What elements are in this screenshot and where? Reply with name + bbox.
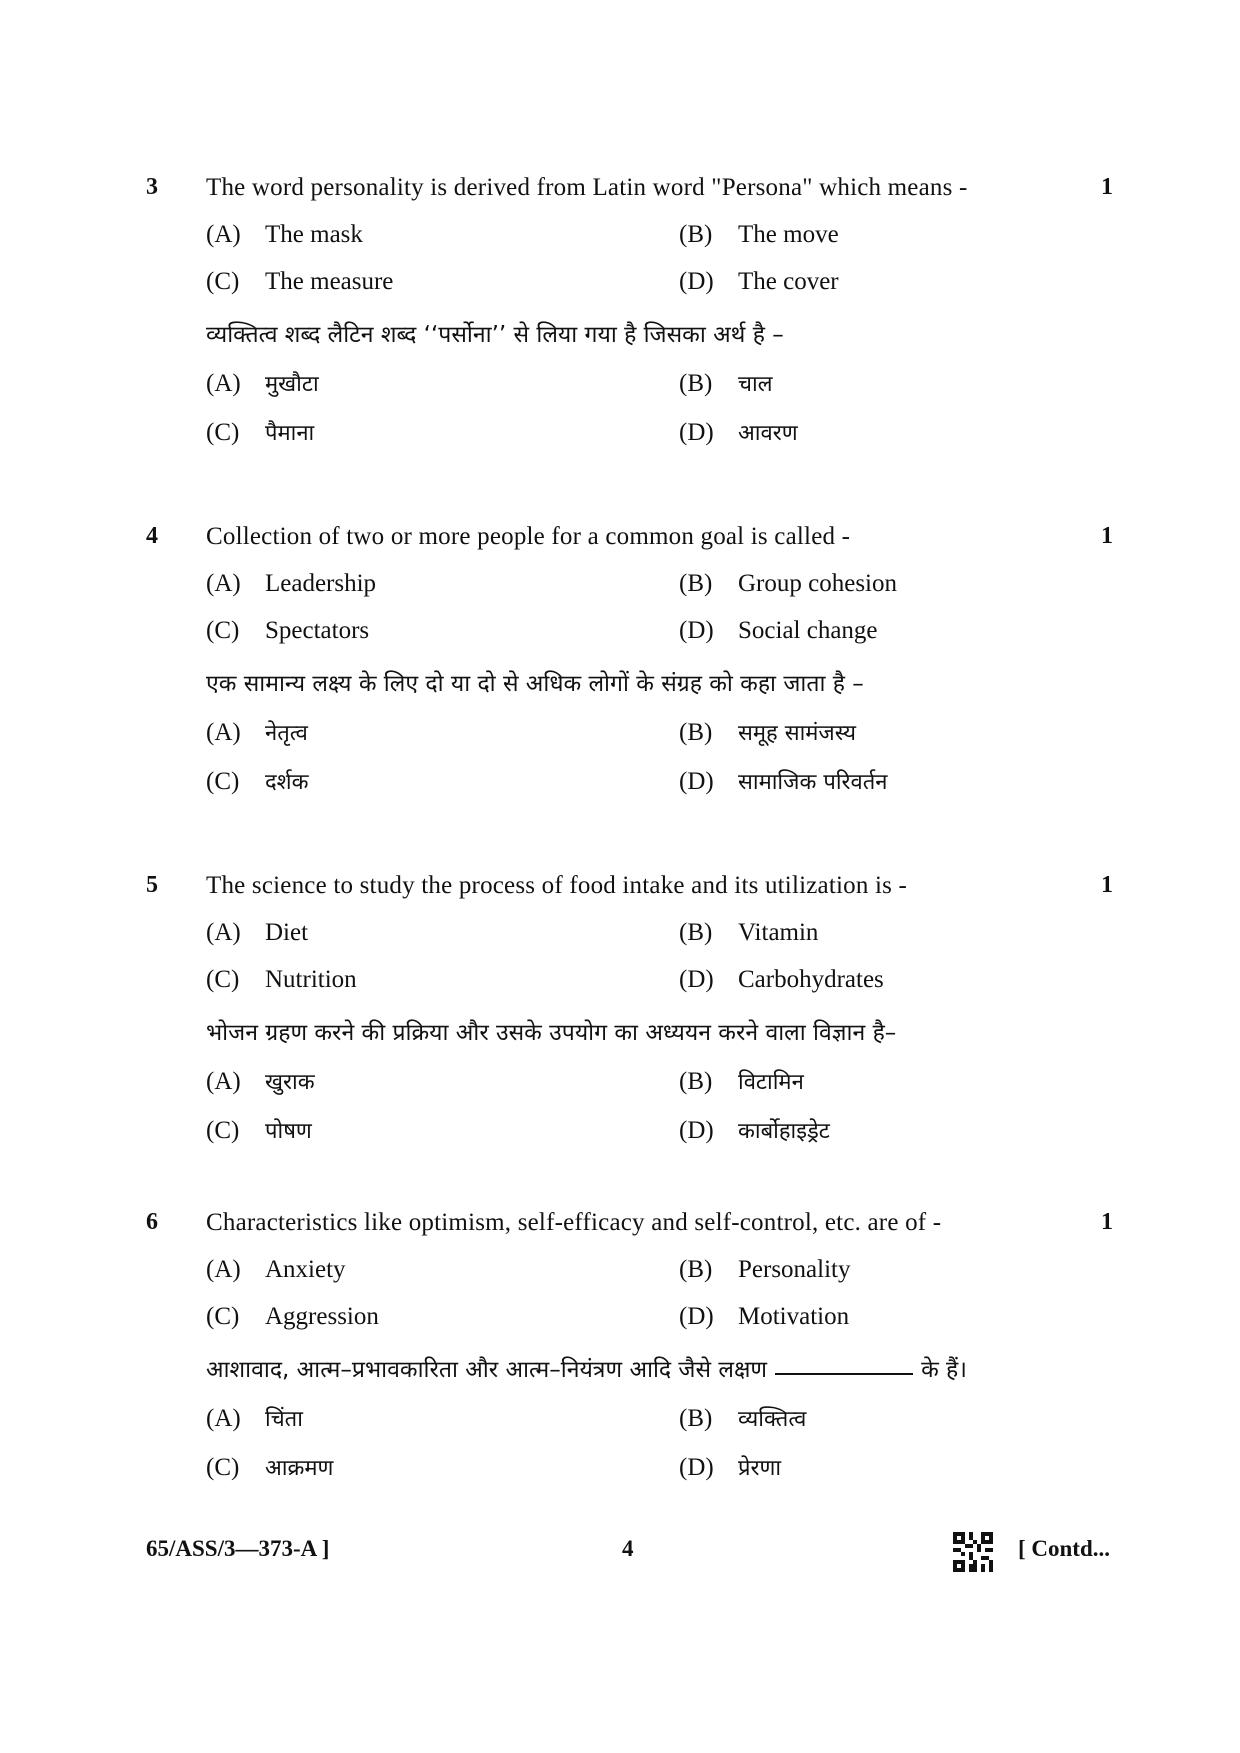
option-a-hindi: (A) नेतृत्व	[206, 719, 308, 746]
question-text: The science to study the process of food intake and its utilization is -	[206, 872, 908, 899]
option-d-hindi: (D) कार्बोहाइड्रेट	[679, 1117, 830, 1144]
option-a: (A) Leadership	[206, 570, 377, 597]
page-footer	[0, 1536, 1240, 1576]
question-number: 4	[146, 523, 158, 549]
option-d-hindi: (D) आवरण	[679, 419, 798, 446]
fill-in-blank	[775, 1373, 913, 1375]
option-d: (D) The cover	[679, 268, 839, 295]
question-text: The word personality is derived from Latin word "Persona" which means -	[206, 174, 968, 201]
option-a-hindi: (A) खुराक	[206, 1068, 315, 1095]
option-c: (C) Spectators	[206, 617, 370, 644]
question-marks: 1	[1101, 1209, 1113, 1235]
question-text: Characteristics like optimism, self-efficacy and self-control, etc. are of -	[206, 1209, 942, 1236]
option-b: (B) Personality	[679, 1256, 851, 1283]
paper-code: 65/ASS/3—373-A ]	[146, 1536, 330, 1561]
question-text-hindi: आशावाद, आत्म–प्रभावकारिता और आत्म–नियंत्रण आदि जैसे लक्षण के हैं।	[206, 1357, 967, 1383]
question-number: 5	[146, 872, 158, 898]
option-b: (B) The move	[679, 221, 839, 248]
option-a-hindi: (A) चिंता	[206, 1405, 303, 1432]
qr-code-icon	[953, 1532, 993, 1572]
question-text-hindi: व्यक्तित्व शब्द लैटिन शब्द ‘‘पर्सोना’’ से लिया गया है जिसका अर्थ है –	[206, 322, 784, 348]
question-number: 6	[146, 1209, 158, 1235]
option-b-hindi: (B) समूह सामंजस्य	[679, 719, 857, 746]
option-b: (B) Group cohesion	[679, 570, 897, 597]
option-b-hindi: (B) व्यक्तित्व	[679, 1405, 807, 1432]
option-d: (D) Motivation	[679, 1303, 850, 1330]
question-text: Collection of two or more people for a common goal is called -	[206, 523, 851, 550]
question-marks: 1	[1101, 174, 1113, 200]
option-d: (D) Carbohydrates	[679, 966, 884, 993]
option-b-hindi: (B) चाल	[679, 370, 773, 397]
option-d: (D) Social change	[679, 617, 878, 644]
option-c: (C) Nutrition	[206, 966, 357, 993]
option-a: (A) Anxiety	[206, 1256, 346, 1283]
option-a-hindi: (A) मुखौटा	[206, 370, 319, 397]
question-text-hindi: भोजन ग्रहण करने की प्रक्रिया और उसके उपयोग का अध्ययन करने वाला विज्ञान है–	[206, 1020, 897, 1046]
option-a: (A) Diet	[206, 919, 309, 946]
question-number: 3	[146, 174, 158, 200]
option-b: (B) Vitamin	[679, 919, 819, 946]
option-b-hindi: (B) विटामिन	[679, 1068, 804, 1095]
option-c-hindi: (C) पैमाना	[206, 419, 315, 446]
option-d-hindi: (D) प्रेरणा	[679, 1454, 782, 1481]
option-c-hindi: (C) दर्शक	[206, 768, 309, 795]
option-c-hindi: (C) आक्रमण	[206, 1454, 334, 1481]
option-c: (C) Aggression	[206, 1303, 379, 1330]
option-c-hindi: (C) पोषण	[206, 1117, 312, 1144]
continued-label: [ Contd...	[1018, 1536, 1111, 1561]
question-marks: 1	[1101, 872, 1113, 898]
option-c: (C) The measure	[206, 268, 394, 295]
question-text-hindi: एक सामान्य लक्ष्य के लिए दो या दो से अधिक लोगों के संग्रह को कहा जाता है –	[206, 671, 864, 697]
option-a: (A) The mask	[206, 221, 363, 248]
question-marks: 1	[1101, 523, 1113, 549]
option-d-hindi: (D) सामाजिक परिवर्तन	[679, 768, 888, 795]
page-number: 4	[622, 1536, 634, 1561]
